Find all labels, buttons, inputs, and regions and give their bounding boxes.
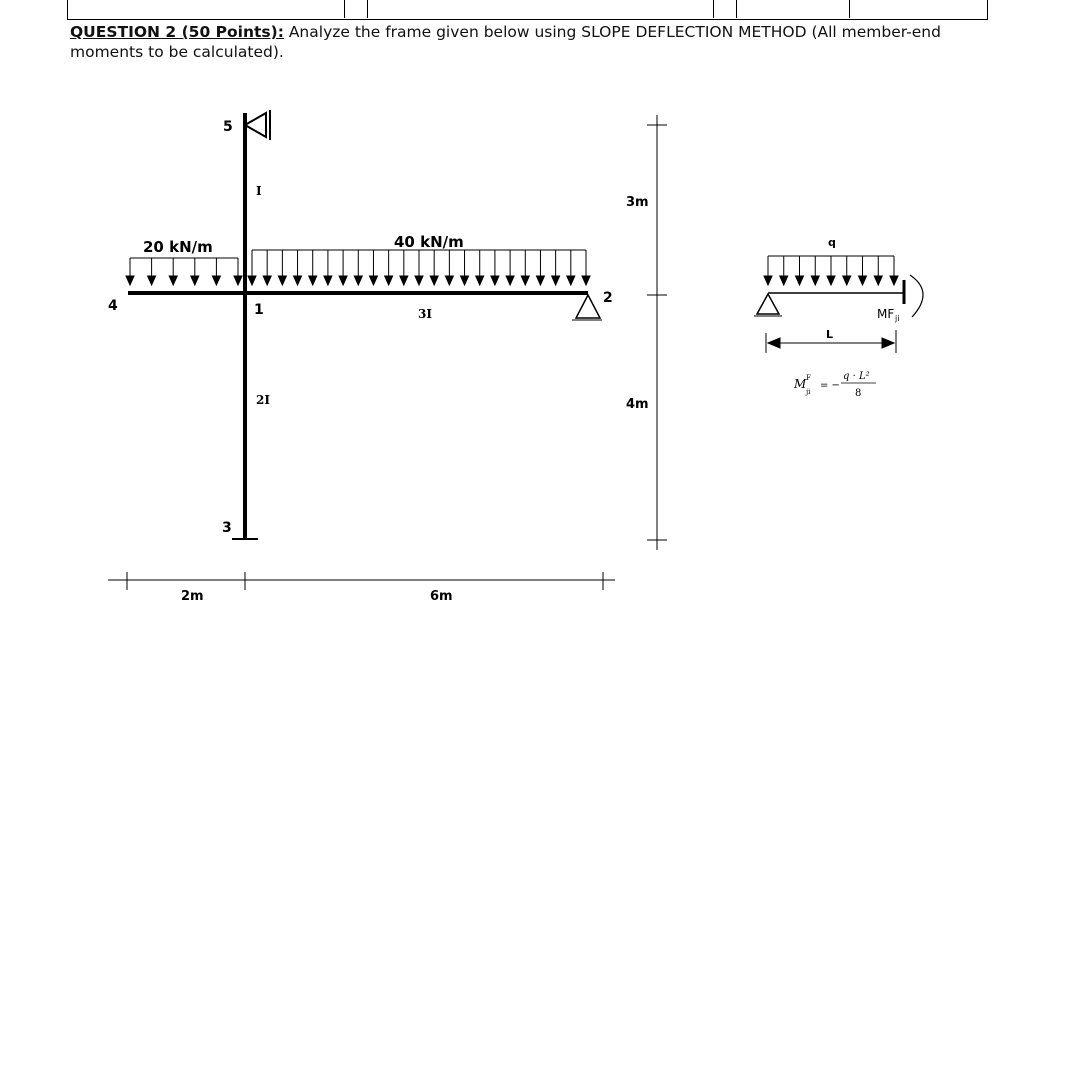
load-left-arrowhead-icon <box>234 276 242 285</box>
ref-load-arrowhead-icon <box>827 276 835 285</box>
load-right-arrowhead-icon <box>521 276 529 285</box>
ref-load-arrowhead-icon <box>796 276 804 285</box>
ref-moment-sub: ji <box>895 314 900 323</box>
ref-load-arrowhead-icon <box>780 276 788 285</box>
ref-load-arrowhead-icon <box>890 276 898 285</box>
load-right-arrowhead-icon <box>506 276 514 285</box>
load-right-arrowhead-icon <box>461 276 469 285</box>
load-right-arrowhead-icon <box>354 276 362 285</box>
ref-load-arrowhead-icon <box>811 276 819 285</box>
formula-den: 8 <box>855 388 862 399</box>
load-right-arrowhead-icon <box>552 276 560 285</box>
load-left-arrowhead-icon <box>212 276 220 285</box>
dim-top: 3m <box>626 195 649 210</box>
load-right-arrowhead-icon <box>385 276 393 285</box>
load-right-arrowhead-icon <box>248 276 256 285</box>
formula-sub: ji <box>806 388 811 396</box>
member-bottom: 2I <box>256 393 270 407</box>
dim-left: 2m <box>181 589 204 604</box>
ref-load-arrowhead-icon <box>859 276 867 285</box>
ref-q: q <box>828 236 836 249</box>
load-right-arrowhead-icon <box>536 276 544 285</box>
member-top: I <box>256 184 262 198</box>
support-2-icon <box>572 295 602 320</box>
load-right-arrowhead-icon <box>400 276 408 285</box>
dim-bottom: 4m <box>626 397 649 412</box>
load-right: 40 kN/m <box>394 233 464 251</box>
load-right-arrowhead-icon <box>309 276 317 285</box>
node-4: 4 <box>108 298 118 314</box>
node-2: 2 <box>603 290 613 306</box>
node-1: 1 <box>254 302 264 318</box>
ref-length: L <box>826 328 834 341</box>
load-right-arrowhead-icon <box>263 276 271 285</box>
load-right-arrowhead-icon <box>430 276 438 285</box>
load-right-arrowhead-icon <box>415 276 423 285</box>
load-left: 20 kN/m <box>143 238 213 256</box>
question-body: Analyze the frame given below using SLOPE DEFLECTION METHOD (All member-end moments to be calculated). <box>70 23 941 61</box>
formula-num: q · L² <box>843 371 870 382</box>
load-left-arrowhead-icon <box>126 276 134 285</box>
load-right-arrowhead-icon <box>582 276 590 285</box>
load-left-arrowhead-icon <box>148 276 156 285</box>
ref-pin-icon <box>754 294 782 316</box>
formula-lhs: M <box>794 377 807 391</box>
ref-load-arrowhead-icon <box>843 276 851 285</box>
load-right-arrowhead-icon <box>324 276 332 285</box>
node-3: 3 <box>222 520 232 536</box>
load-right-arrowhead-icon <box>567 276 575 285</box>
load-right-arrowhead-icon <box>369 276 377 285</box>
support-5-icon <box>245 110 270 140</box>
load-right-arrowhead-icon <box>445 276 453 285</box>
formula-eq: = − <box>820 380 840 391</box>
ref-moment-label: MF <box>877 307 895 321</box>
load-right-arrowhead-icon <box>294 276 302 285</box>
ref-load-arrowhead-icon <box>874 276 882 285</box>
load-right-arrowhead-icon <box>491 276 499 285</box>
formula-sup: F <box>806 374 811 382</box>
load-left-arrowhead-icon <box>191 276 199 285</box>
ref-moment-arrow-icon <box>910 275 923 317</box>
question-heading: QUESTION 2 (50 Points): <box>70 23 284 41</box>
dim-right: 6m <box>430 589 453 604</box>
load-right-arrowhead-icon <box>339 276 347 285</box>
ref-load-arrowhead-icon <box>764 276 772 285</box>
node-5: 5 <box>223 119 233 135</box>
member-beam: 3I <box>418 307 432 321</box>
load-right-arrowhead-icon <box>278 276 286 285</box>
load-right-arrowhead-icon <box>476 276 484 285</box>
load-left-arrowhead-icon <box>169 276 177 285</box>
